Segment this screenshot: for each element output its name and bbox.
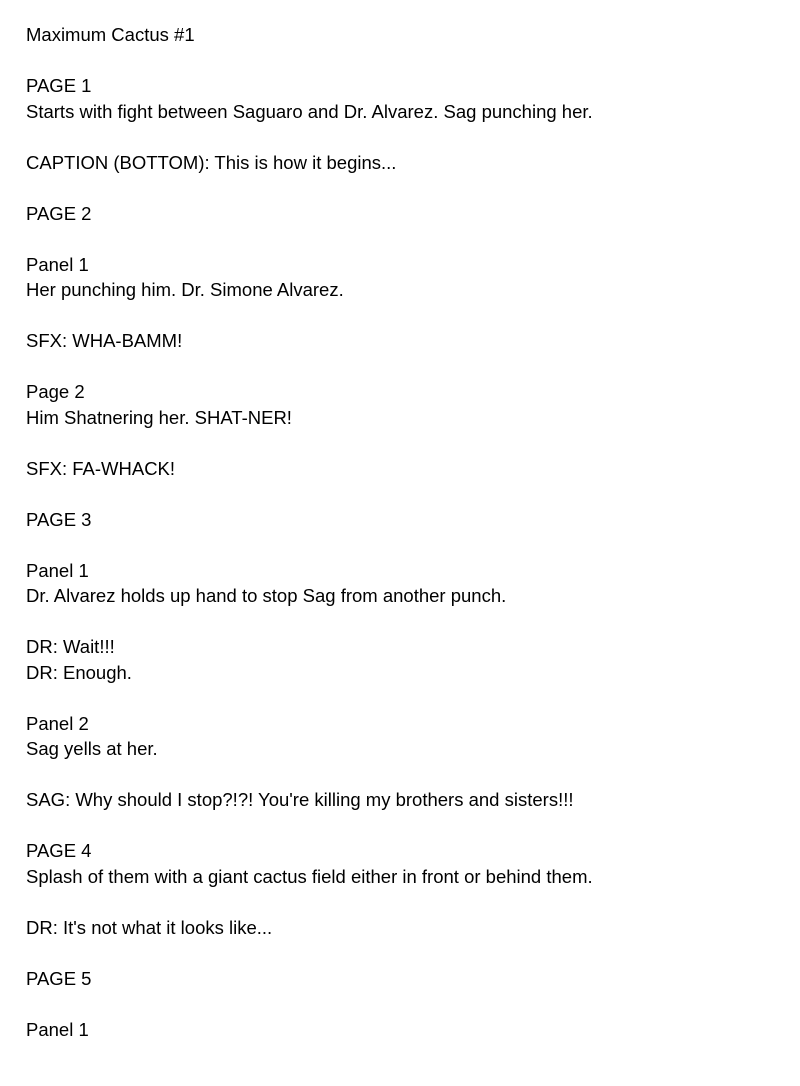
- blank-line: [26, 991, 786, 1017]
- blank-line: [26, 48, 786, 74]
- dialogue-line: DR: Wait!!!: [26, 636, 115, 657]
- page-heading: PAGE 5: [26, 967, 92, 989]
- blank-line: [26, 481, 786, 507]
- panel-heading: Panel 1: [26, 1018, 89, 1040]
- sfx-line: SFX: FA-WHACK!: [26, 457, 176, 479]
- page-heading: PAGE 1: [26, 75, 92, 96]
- panel-heading: Panel 1: [26, 559, 89, 581]
- description-line: Sag yells at her.: [26, 738, 158, 759]
- blank-line: [26, 532, 786, 558]
- blank-line: [26, 175, 786, 201]
- panel-heading: Panel 1: [26, 253, 89, 275]
- blank-line: [26, 940, 786, 966]
- script-document: [26, 22, 786, 1042]
- blank-line: [26, 889, 786, 915]
- dialogue-line: SAG: Why should I stop?!?! You're killing my brothers and sisters!!!: [26, 789, 574, 810]
- sfx-line: SFX: WHA-BAMM!: [26, 330, 183, 351]
- page-heading: PAGE 4: [26, 840, 92, 861]
- description-line: Starts with fight between Saguaro and Dr. Alvarez. Sag punching her.: [26, 100, 593, 122]
- blank-line: [26, 124, 786, 150]
- blank-line: [26, 430, 786, 456]
- page-heading: Page 2: [26, 381, 85, 402]
- page-heading: PAGE 3: [26, 508, 92, 530]
- panel-heading: Panel 2: [26, 712, 89, 734]
- document-title: Maximum Cactus #1: [26, 24, 195, 45]
- dialogue-line: DR: It's not what it looks like...: [26, 916, 273, 938]
- blank-line: [26, 813, 786, 839]
- blank-line: [26, 226, 786, 252]
- description-line: Him Shatnering her. SHAT-NER!: [26, 406, 292, 428]
- description-line: Dr. Alvarez holds up hand to stop Sag from another punch.: [26, 585, 507, 606]
- description-line: Her punching him. Dr. Simone Alvarez.: [26, 279, 344, 300]
- description-line: Splash of them with a giant cactus field either in front or behind them.: [26, 865, 593, 887]
- blank-line: [26, 354, 786, 380]
- blank-line: [26, 609, 786, 635]
- blank-line: [26, 685, 786, 711]
- blank-line: [26, 303, 786, 329]
- blank-line: [26, 762, 786, 788]
- page-heading: PAGE 2: [26, 202, 92, 224]
- caption-line: CAPTION (BOTTOM): This is how it begins...: [26, 151, 397, 173]
- dialogue-line: DR: Enough.: [26, 661, 132, 683]
